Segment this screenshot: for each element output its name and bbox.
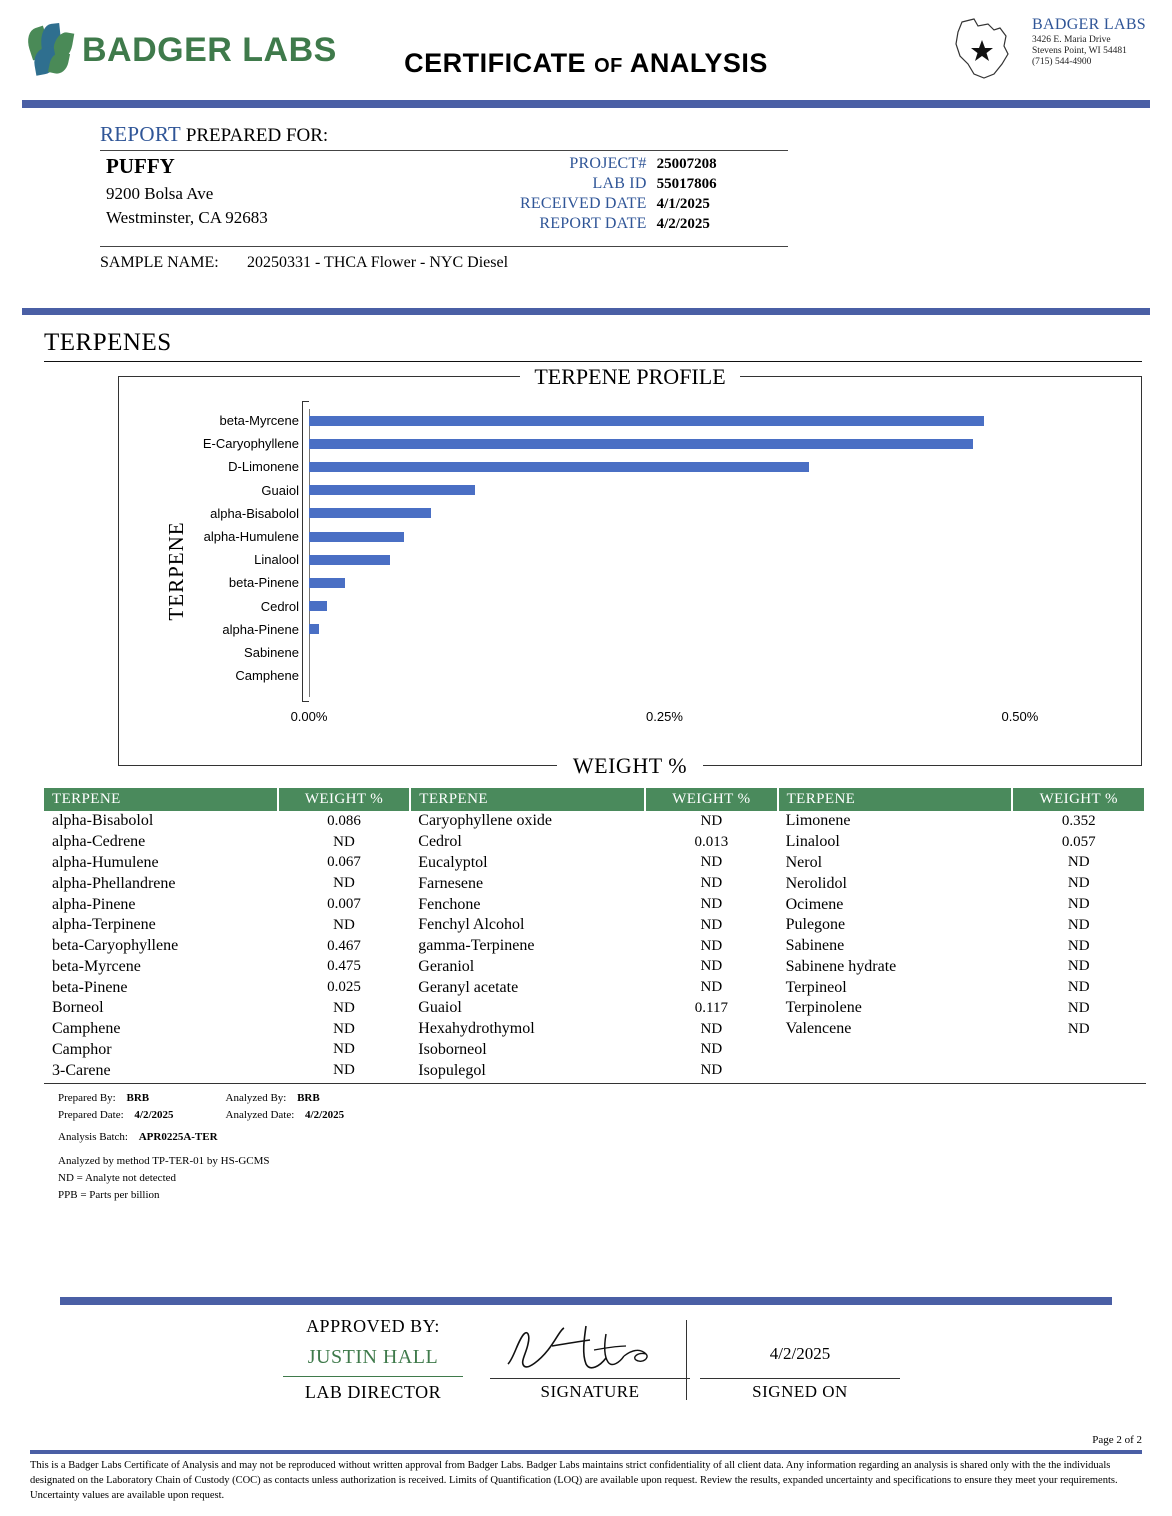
cell-terpene — [778, 1040, 1013, 1061]
cell-weight: ND — [1067, 896, 1090, 913]
header-divider-bar — [22, 100, 1150, 108]
table-row — [44, 1019, 1145, 1040]
cell-weight: 0.067 — [327, 854, 361, 871]
signed-on-label: SIGNED ON — [752, 1382, 848, 1401]
divider-rule-bottom — [100, 246, 788, 247]
cell-terpene: alpha-Cedrene — [52, 833, 146, 851]
lab-identity-block — [944, 16, 1146, 82]
prepared-for-text: PREPARED FOR: — [185, 125, 329, 146]
cell-weight: ND — [700, 1041, 723, 1058]
client-address-line1: 9200 Bolsa Ave — [106, 184, 214, 203]
page-number: Page 2 of 2 — [1092, 1434, 1142, 1446]
col-header-weight-2: WEIGHT % — [645, 788, 778, 811]
chart-category-label: D-Limonene — [228, 459, 299, 475]
chart-x-tick-label: 0.25% — [646, 709, 683, 724]
cell-terpene: alpha-Humulene — [52, 853, 159, 871]
lab-name: BADGER LABS — [1032, 16, 1146, 33]
chart-bars — [202, 409, 1091, 697]
cell-weight: 0.086 — [327, 812, 361, 829]
table-header-row — [44, 788, 1145, 811]
cell-terpene: alpha-Pinene — [52, 895, 136, 913]
report-prepared-for-heading — [100, 122, 328, 147]
table-row — [44, 915, 1145, 936]
table-row — [44, 936, 1145, 957]
cell-terpene: Geranyl acetate — [418, 978, 519, 996]
cell-terpene: Fenchyl Alcohol — [418, 916, 525, 934]
chart-bar-row — [235, 664, 1091, 687]
table-row — [44, 977, 1145, 998]
table-row — [44, 1060, 1145, 1081]
prepared-by-value: BRB — [126, 1092, 150, 1105]
cell-weight — [1012, 1040, 1145, 1061]
analyzed-by-label: Analyzed By: — [225, 1092, 287, 1105]
chart-y-axis-label: TERPENE — [164, 521, 189, 621]
signed-on-rule — [700, 1378, 900, 1379]
prepared-date-value: 4/2/2025 — [134, 1109, 174, 1122]
document-title-main: CERTIFICATE — [404, 48, 587, 78]
analysis-notes — [58, 1090, 1172, 1204]
analyzed-date-label: Analyzed Date: — [225, 1109, 295, 1122]
cell-terpene: Nerol — [785, 853, 823, 871]
cell-terpene: Terpineol — [785, 978, 847, 996]
chart-bar-row — [261, 479, 1091, 502]
cell-terpene: Pulegone — [785, 916, 846, 934]
cell-weight: ND — [333, 1041, 355, 1058]
prepared-date-row — [58, 1107, 174, 1124]
cell-weight: ND — [1067, 937, 1090, 954]
sample-name-label: SAMPLE NAME: — [100, 254, 219, 271]
cell-weight: ND — [333, 999, 355, 1016]
prepared-date-label: Prepared Date: — [58, 1109, 124, 1122]
cell-weight: ND — [333, 833, 355, 850]
chart-x-tick-label: 0.50% — [1001, 709, 1039, 724]
cell-weight: 0.467 — [327, 937, 361, 954]
cell-terpene: Terpinolene — [785, 999, 862, 1017]
cell-terpene: Sabinene — [785, 937, 845, 955]
chart-bar — [309, 439, 973, 449]
chart-category-label: beta-Pinene — [228, 575, 299, 591]
chart-category-label: Cedrol — [260, 598, 299, 614]
cell-terpene: Cedrol — [418, 833, 462, 851]
signature-label: SIGNATURE — [540, 1382, 640, 1401]
meta-row — [520, 174, 717, 194]
approver-title: LAB DIRECTOR — [304, 1382, 442, 1402]
chart-bar-row — [202, 432, 1091, 455]
analysis-batch-label: Analysis Batch: — [58, 1131, 128, 1144]
col-header-weight-1: WEIGHT % — [278, 788, 411, 811]
col-header-terpene-2: TERPENE — [410, 788, 645, 811]
table-bottom-rule — [44, 1083, 1146, 1084]
chart-bar-row — [228, 455, 1091, 478]
chart-category-label: Guaiol — [261, 482, 299, 498]
cell-weight: ND — [700, 958, 723, 975]
client-name: PUFFY — [106, 154, 175, 178]
analysis-batch-value: APR0225A-TER — [138, 1131, 218, 1144]
cell-weight: 0.013 — [694, 833, 729, 850]
sample-name-value: 20250331 - THCA Flower - NYC Diesel — [247, 254, 509, 271]
signature-image — [490, 1316, 690, 1378]
approved-by-label: APPROVED BY: — [306, 1316, 440, 1336]
ppb-note: PPB = Parts per billion — [58, 1189, 160, 1202]
report-meta-table — [520, 154, 717, 234]
chart-x-tick-label: 0.00% — [290, 709, 328, 724]
cell-terpene: Borneol — [52, 999, 104, 1017]
cell-terpene: alpha-Bisabolol — [52, 812, 154, 830]
chart-bar — [309, 462, 809, 472]
cell-weight: ND — [333, 916, 355, 933]
analyzed-date-value: 4/2/2025 — [305, 1109, 345, 1122]
cell-terpene: Caryophyllene oxide — [418, 812, 553, 830]
meta-label-received: RECEIVED DATE — [520, 195, 647, 212]
cell-terpene: Fenchone — [418, 895, 481, 913]
cell-terpene: Ocimene — [785, 895, 844, 913]
signature-rule — [490, 1378, 690, 1379]
chart-category-label: beta-Myrcene — [219, 413, 299, 429]
cell-terpene: beta-Pinene — [52, 978, 128, 996]
signed-on-date: 4/2/2025 — [769, 1344, 831, 1363]
footer-disclaimer: This is a Badger Labs Certificate of Analysis and may not be reproduced without written approval from Badger Labs. Badger Labs maintains strict confidentiality of all client data. Any information regarding an analysis is shared only with the the individuals designated on the Laboratory Chain of Custody (COC) as contacts unless authorization is received. Limits of Quantification (LOQ) are available upon request. Review the results, expanded uncertainty and specifications to ensure they meet your requirements. Uncertainty values are available upon request. — [30, 1460, 1118, 1502]
section-divider-bar — [22, 308, 1150, 315]
meta-row — [520, 194, 717, 214]
cell-terpene: Sabinene hydrate — [785, 957, 897, 975]
lab-address-line1: 3426 E. Maria Drive — [1032, 34, 1111, 45]
table-row — [44, 1040, 1145, 1061]
page-header — [0, 0, 1172, 100]
document-title-end: ANALYSIS — [629, 48, 768, 78]
footer-divider-bar — [30, 1450, 1142, 1454]
chart-bar — [309, 416, 984, 426]
cell-terpene: alpha-Terpinene — [52, 916, 156, 934]
chart-bar-row — [260, 595, 1091, 618]
cell-weight: ND — [700, 875, 723, 892]
chart-bar-row — [228, 571, 1091, 594]
terpene-profile-chart — [118, 364, 1142, 778]
cell-weight: ND — [1067, 999, 1090, 1016]
chart-bar — [309, 601, 327, 611]
cell-terpene: Isopulegol — [418, 1061, 486, 1079]
chart-category-label: Linalool — [254, 552, 299, 568]
cell-terpene: Guaiol — [418, 999, 462, 1017]
cell-terpene: Camphene — [52, 1020, 121, 1038]
cell-weight: ND — [700, 979, 723, 996]
cell-weight: ND — [700, 937, 723, 954]
terpene-results-table — [44, 788, 1146, 1081]
cell-weight: 0.475 — [327, 958, 361, 975]
signoff-divider-bar — [60, 1297, 1112, 1305]
table-row — [44, 853, 1145, 874]
cell-terpene: gamma-Terpinene — [418, 937, 535, 955]
cell-weight: ND — [700, 854, 723, 871]
prepared-by-label: Prepared By: — [58, 1092, 116, 1105]
chart-bar — [309, 578, 345, 588]
cell-terpene: Camphor — [52, 1040, 112, 1058]
chart-title: TERPENE PROFILE — [119, 364, 1141, 390]
table-row — [44, 894, 1145, 915]
analysis-batch-row — [58, 1129, 1172, 1146]
meta-row — [520, 214, 717, 234]
cell-terpene: Geraniol — [418, 957, 475, 975]
chart-category-label: Sabinene — [244, 644, 299, 660]
analyzed-by-value: BRB — [297, 1092, 320, 1105]
meta-value-reportdate: 4/2/2025 — [656, 215, 710, 232]
brand-name: BADGER LABS — [82, 30, 337, 69]
method-note: Analyzed by method TP-TER-01 by HS-GCMS — [58, 1155, 270, 1168]
client-address-line2: Westminster, CA 92683 — [106, 208, 268, 227]
cell-weight: ND — [1067, 1020, 1090, 1037]
prepared-by-row — [58, 1090, 174, 1107]
cell-weight: ND — [700, 896, 723, 913]
meta-label-project: PROJECT# — [569, 155, 647, 172]
chart-plot-area — [202, 409, 1091, 697]
cell-weight: ND — [333, 1062, 355, 1079]
chart-x-axis-label: WEIGHT % — [119, 753, 1141, 779]
table-row — [44, 998, 1145, 1019]
chart-category-label: E-Caryophyllene — [202, 436, 299, 452]
chart-bar — [309, 485, 475, 495]
cell-weight: ND — [1067, 875, 1090, 892]
cell-weight: ND — [1067, 916, 1090, 933]
cell-weight: ND — [1067, 958, 1090, 975]
table-row — [44, 811, 1145, 832]
meta-value-project: 25007208 — [656, 155, 717, 172]
cell-weight: ND — [700, 812, 723, 829]
cell-weight: ND — [333, 1020, 355, 1037]
section-heading-rule — [44, 361, 1142, 362]
cell-terpene: alpha-Phellandrene — [52, 874, 176, 892]
col-header-weight-3: WEIGHT % — [1012, 788, 1145, 811]
cell-terpene: beta-Myrcene — [52, 957, 141, 975]
cell-terpene — [778, 1060, 1013, 1081]
cell-weight: 0.117 — [694, 999, 728, 1016]
meta-row — [520, 154, 717, 174]
report-info-area — [0, 108, 1172, 308]
table-row — [44, 832, 1145, 853]
cell-terpene: Farnesene — [418, 874, 484, 892]
signoff-block — [0, 1316, 1172, 1426]
divider-rule-top — [100, 150, 788, 151]
chart-bar — [309, 532, 404, 542]
chart-bar — [309, 555, 390, 565]
document-title-of: OF — [594, 55, 623, 77]
chart-x-axis-ticks — [290, 709, 1091, 725]
chart-bar-row — [210, 502, 1091, 525]
cell-terpene: Valencene — [785, 1020, 852, 1038]
col-header-terpene-3: TERPENE — [778, 788, 1013, 811]
chart-bar-row — [244, 641, 1091, 664]
meta-label-labid: LAB ID — [592, 175, 647, 192]
cell-terpene: Linalool — [785, 833, 840, 851]
meta-label-reportdate: REPORT DATE — [539, 215, 647, 232]
cell-weight: 0.025 — [327, 979, 361, 996]
cell-weight: ND — [700, 1062, 723, 1079]
chart-bar — [309, 624, 319, 634]
chart-bar — [309, 508, 431, 518]
chart-bar-row — [203, 525, 1091, 548]
chart-category-label: alpha-Pinene — [222, 621, 299, 637]
analyzed-by-row — [226, 1090, 345, 1107]
cell-weight: 0.352 — [1061, 812, 1096, 829]
cell-weight: ND — [700, 1020, 723, 1037]
cell-weight: ND — [1067, 979, 1090, 996]
chart-bar-row — [222, 618, 1091, 641]
chart-category-label: Camphene — [235, 668, 299, 684]
cell-weight — [1012, 1060, 1145, 1081]
cell-weight: ND — [1067, 854, 1090, 871]
meta-value-received: 4/1/2025 — [656, 195, 710, 212]
cell-terpene: beta-Caryophyllene — [52, 937, 179, 955]
cell-weight: ND — [333, 875, 355, 892]
report-word: REPORT — [100, 122, 182, 146]
chart-category-label: alpha-Humulene — [203, 529, 299, 545]
col-header-terpene-1: TERPENE — [44, 788, 278, 811]
lab-address-line2: Stevens Point, WI 54481 — [1032, 46, 1127, 57]
nd-note: ND = Analyte not detected — [58, 1172, 177, 1185]
lab-phone: (715) 544-4900 — [1032, 57, 1092, 68]
chart-category-label: alpha-Bisabolol — [210, 505, 299, 521]
table-row — [44, 956, 1145, 977]
cell-terpene: Eucalyptol — [418, 853, 488, 871]
chart-bar-row — [254, 548, 1091, 571]
chart-bar-row — [219, 409, 1091, 432]
cell-weight: 0.057 — [1061, 833, 1096, 850]
cell-weight: ND — [700, 916, 723, 933]
approver-name: JUSTIN HALL — [307, 1346, 439, 1368]
signoff-vertical-divider — [686, 1320, 687, 1400]
cell-terpene: Isoborneol — [418, 1040, 487, 1058]
section-heading: TERPENES — [44, 329, 172, 356]
wisconsin-state-icon — [944, 16, 1024, 82]
meta-value-labid: 55017806 — [656, 175, 717, 192]
cell-weight: 0.007 — [327, 896, 361, 913]
cell-terpene: Hexahydrothymol — [418, 1020, 535, 1038]
cell-terpene: 3-Carene — [52, 1061, 111, 1079]
cell-terpene: Nerolidol — [785, 874, 847, 892]
table-row — [44, 873, 1145, 894]
approver-rule — [283, 1376, 463, 1377]
cell-terpene: Limonene — [785, 812, 851, 830]
analyzed-date-row — [226, 1107, 345, 1124]
